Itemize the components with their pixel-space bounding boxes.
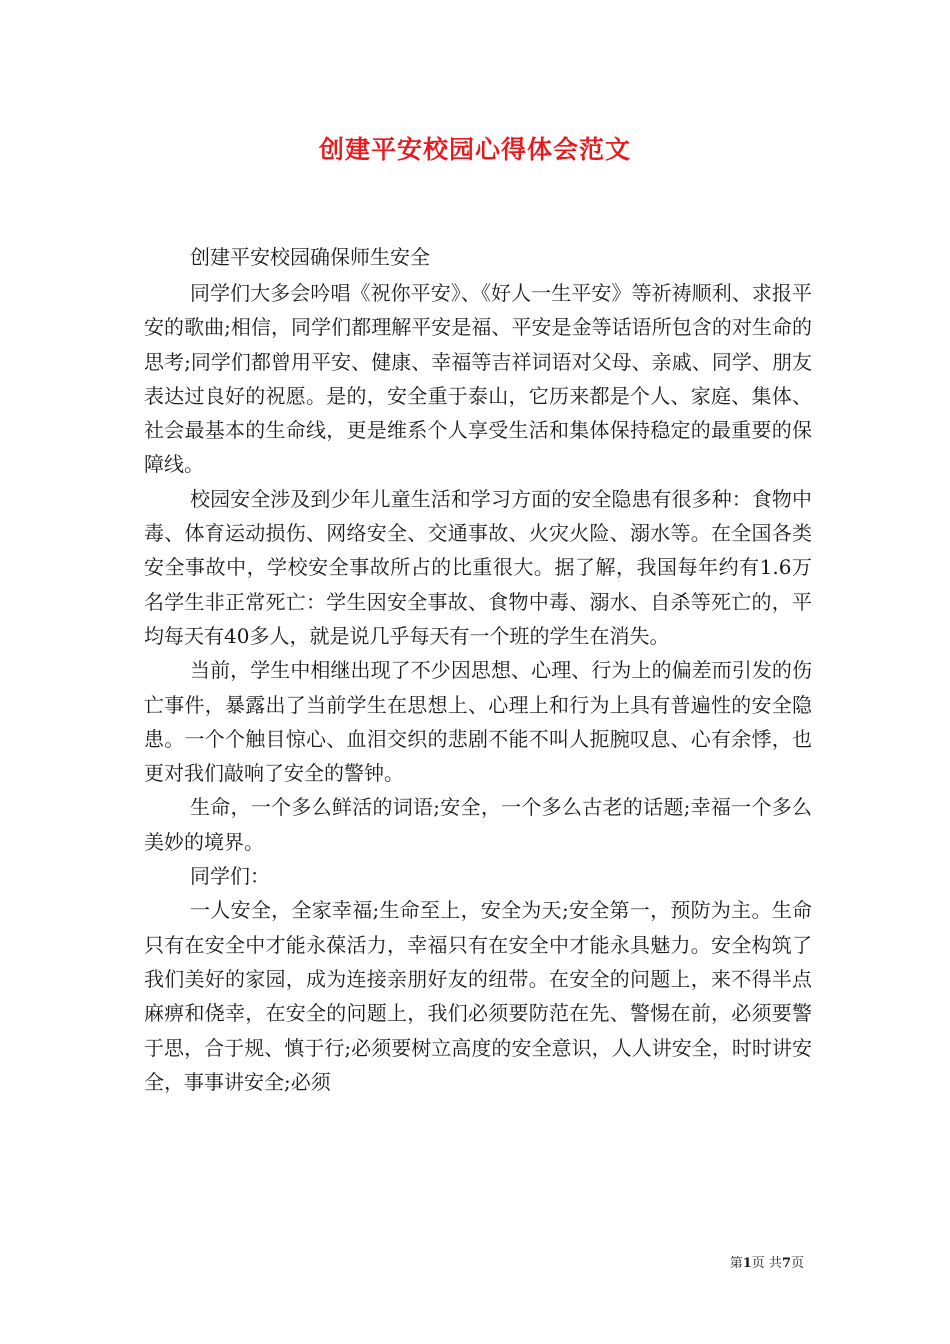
footer-suffix: 页	[790, 1256, 804, 1271]
footer-middle: 页 共	[751, 1256, 782, 1271]
document-title: 创建平安校园心得体会范文	[318, 135, 631, 164]
footer-current-page: 1	[742, 1256, 752, 1271]
footer-prefix: 第	[729, 1256, 743, 1271]
paragraph-2: 校园安全涉及到少年儿童生活和学习方面的安全隐患有很多种：食物中毒、体育运动损伤、网络安全、交通事故、火灾火险、溺水等。在全国各类安全事故中，学校安全事故所占的比重很大。据了解，我国每年约有1.6万名学生非正常死亡：学生因安全事故、食物中毒、溺水、自杀等死亡的，平均每天有40多人，就是说几乎每天有一个班的学生在消失。	[144, 486, 812, 648]
paragraph-1: 同学们大多会吟唱《祝你平安》、《好人一生平安》等祈祷顺利、求报平安的歌曲;相信，同学们都理解平安是福、平安是金等话语所包含的对生命的思考;同学们都曾用平安、健康、幸福等吉祥词语对父母、亲戚、同学、朋友表达过良好的祝愿。是的，安全重于泰山，它历来都是个人、家庭、集体、社会最基本的生命线，更是维系个人享受生活和集体保持稳定的最重要的保障线。	[144, 281, 812, 477]
paragraph-5: 同学们：	[190, 864, 270, 889]
document-body	[144, 276, 812, 1099]
page-footer	[730, 1252, 804, 1271]
paragraph-3: 当前，学生中相继出现了不少因思想、心理、行为上的偏差而引发的伤亡事件，暴露出了当前学生在思想上、心理上和行为上具有普遍性的安全隐患。一个个触目惊心、血泪交织的悲剧不能不叫人扼腕叹息、心有余悸，也更对我们敲响了安全的警钟。	[144, 658, 812, 786]
footer-total-pages: 7	[781, 1256, 791, 1271]
paragraph-6: 一人安全，全家幸福;生命至上，安全为天;安全第一，预防为主。生命只有在安全中才能永葆活力，幸福只有在安全中才能永具魅力。安全构筑了我们美好的家园，成为连接亲朋好友的纽带。在安全的问题上，来不得半点麻痹和侥幸，在安全的问题上，我们必须要防范在先、警惕在前，必须要警于思，合于规、慎于行;必须要树立高度的安全意识，人人讲安全，时时讲安全，事事讲安全;必须	[144, 898, 812, 1094]
document-subheading: 创建平安校园确保师生安全	[190, 245, 430, 269]
paragraph-4: 生命，一个多么鲜活的词语;安全，一个多么古老的话题;幸福一个多么美妙的境界。	[144, 795, 812, 854]
